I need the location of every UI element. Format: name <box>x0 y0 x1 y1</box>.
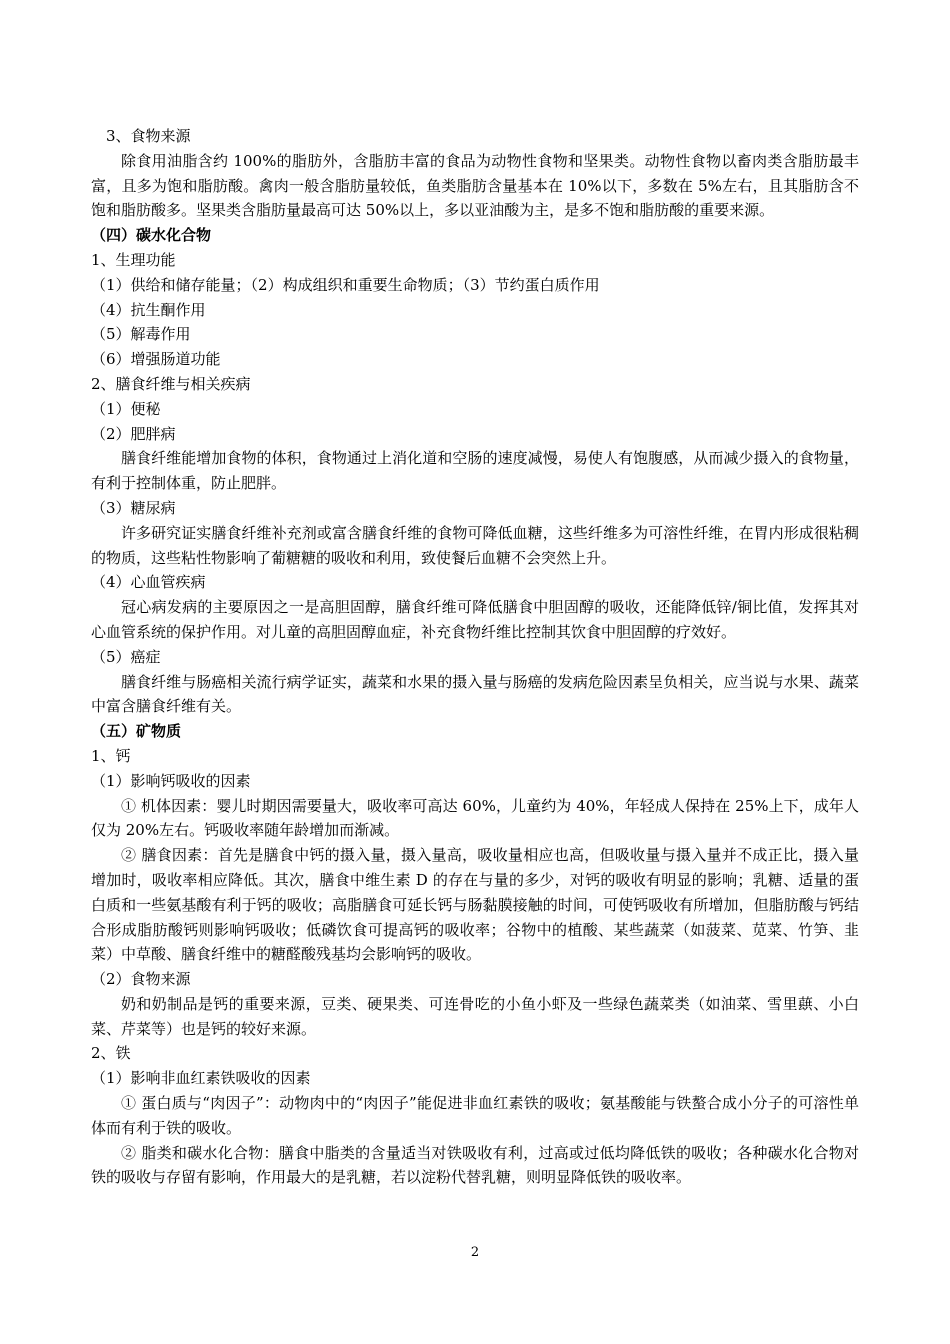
subheading-line: 2、铁 <box>91 1044 131 1063</box>
subheading-line: （5）癌症 <box>91 647 161 666</box>
subheading-line: （2）食物来源 <box>91 970 191 989</box>
subheading-line: （5）解毒作用 <box>91 325 191 344</box>
subheading-line: 2、膳食纤维与相关疾病 <box>91 374 251 393</box>
subheading-line: （3）糖尿病 <box>91 498 176 517</box>
subheading-line: （1）便秘 <box>91 399 161 418</box>
subheading-line: （4）心血管疾病 <box>91 573 206 592</box>
body-paragraph: ② 脂类和碳水化合物：膳食中脂类的含量适当对铁吸收有利，过高或过低均降低铁的吸收；各种碳水化合物对铁的吸收与存留有影响，作用最大的是乳糖，若以淀粉代替乳糖，则明显降低铁的吸收率。 <box>91 1143 859 1187</box>
section-heading: （四）碳水化合物 <box>91 226 212 245</box>
document-body <box>91 124 859 1190</box>
body-paragraph: 膳食纤维与肠癌相关流行病学证实，蔬菜和水果的摄入量与肠癌的发病危险因素呈负相关，应当说与水果、蔬菜中富含膳食纤维有关。 <box>91 672 859 716</box>
body-paragraph: 膳食纤维能增加食物的体积，食物通过上消化道和空肠的速度减慢，易使人有饱腹感，从而减少摄入的食物量，有利于控制体重，防止肥胖。 <box>91 449 859 493</box>
body-paragraph: 除食用油脂含约 100%的脂肪外，含脂肪丰富的食品为动物性食物和坚果类。动物性食物以畜肉类含脂肪最丰富，且多为饱和脂肪酸。禽肉一般含脂肪量较低，鱼类脂肪含量基本在 10%以下，多数在 5%左右，且其脂肪含不饱和脂肪酸多。坚果类含脂肪量最高可达 50%以上，多以亚油酸为主，是多不饱和脂肪酸的重要来源。 <box>91 151 859 220</box>
subheading-line: 1、生理功能 <box>91 250 176 269</box>
subheading-line: （1）供给和储存能量；（2）构成组织和重要生命物质；（3）节约蛋白质作用 <box>91 275 600 294</box>
subheading-line: 3、食物来源 <box>106 127 191 145</box>
subheading-line: 1、钙 <box>91 746 131 765</box>
subheading-line: （1）影响钙吸收的因素 <box>91 771 251 790</box>
body-paragraph: ① 蛋白质与“肉因子”：动物肉中的“肉因子”能促进非血红素铁的吸收；氨基酸能与铁螯合成小分子的可溶性单体而有利于铁的吸收。 <box>91 1094 859 1137</box>
page-number: 2 <box>470 1245 480 1260</box>
subheading-line: （4）抗生酮作用 <box>91 300 206 319</box>
body-paragraph: 许多研究证实膳食纤维补充剂或富含膳食纤维的食物可降低血糖，这些纤维多为可溶性纤维，在胃内形成很粘稠的物质，这些粘性物影响了葡糖糖的吸收和利用，致使餐后血糖不会突然上升。 <box>91 523 859 567</box>
section-heading: （五）矿物质 <box>91 722 182 741</box>
body-paragraph: ① 机体因素：婴儿时期因需要量大，吸收率可高达 60%，儿童约为 40%，年轻成人保持在 25%上下，成年人仅为 20%左右。钙吸收率随年龄增加而渐减。 <box>91 796 859 840</box>
subheading-line: （2）肥胖病 <box>91 424 176 443</box>
body-paragraph: 冠心病发病的主要原因之一是高胆固醇，膳食纤维可降低膳食中胆固醇的吸收，还能降低锌/铜比值，发挥其对心血管系统的保护作用。对儿童的高胆固醇血症，补充食物纤维比控制其饮食中胆固醇的疗效好。 <box>91 598 859 641</box>
subheading-line: （1）影响非血红素铁吸收的因素 <box>91 1069 311 1088</box>
body-paragraph: 奶和奶制品是钙的重要来源，豆类、硬果类、可连骨吃的小鱼小虾及一些绿色蔬菜类（如油菜、雪里蕻、小白菜、芹菜等）也是钙的较好来源。 <box>91 994 859 1038</box>
body-paragraph: ② 膳食因素：首先是膳食中钙的摄入量，摄入量高，吸收量相应也高，但吸收量与摄入量并不成正比，摄入量增加时，吸收率相应降低。其次，膳食中维生素 D 的存在与量的多少，对钙的吸收有明显的影响；乳糖、适量的蛋白质和一些氨基酸有利于钙的吸收；高脂膳食可延长钙与肠黏膜接触的时间，可使钙吸收有所增加，但脂肪酸与钙结合形成脂肪酸钙则影响钙吸收；低磷饮食可提高钙的吸收率；谷物中的植酸、某些蔬菜（如菠菜、苋菜、竹笋、韭菜）中草酸、膳食纤维中的糖醛酸残基均会影响钙的吸收。 <box>91 846 859 964</box>
subheading-line: （6）增强肠道功能 <box>91 350 221 369</box>
